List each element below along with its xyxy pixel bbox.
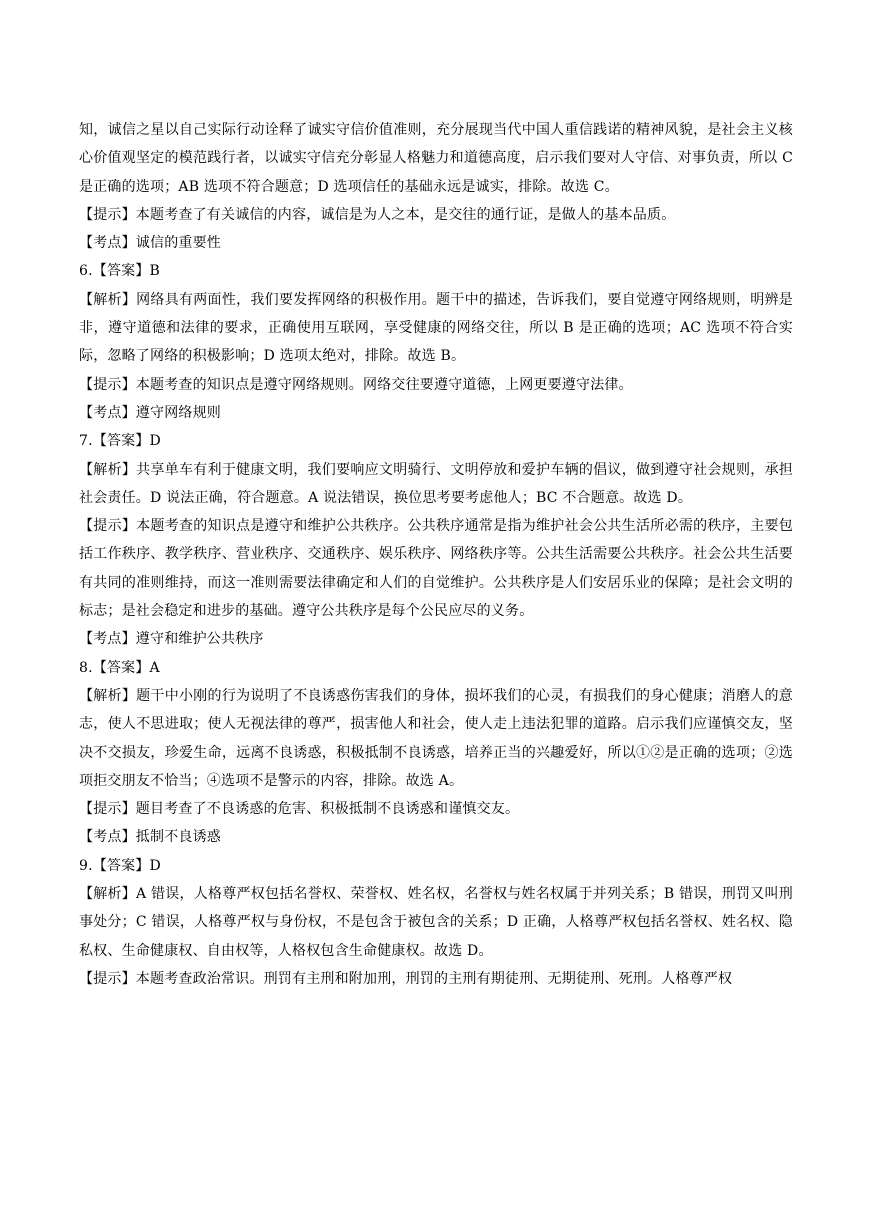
analysis-9: 【解析】A 错误，人格尊严权包括名誉权、荣誉权、姓名权，名誉权与姓名权属于并列关系；B 错误，刑罚又叫刑事处分；C 错误，人格尊严权与身份权，不是包含于被包含的关系；D 正确，人格尊严权包括名誉权、姓名权、隐私权、生命健康权、自由权等，人格权包含生命健康权。故选 D。 [79, 886, 793, 959]
answer-9: 9.【答案】D [79, 857, 161, 874]
key-point-6: 【考点】遵守网络规则 [79, 404, 221, 421]
hint-5: 【提示】本题考查了有关诚信的内容，诚信是为人之本，是交往的通行证，是做人的基本品质。 [79, 206, 676, 223]
key-point-7: 【考点】遵守和维护公共秩序 [79, 631, 264, 648]
analysis-8: 【解析】题干中小刚的行为说明了不良诱惑伤害我们的身体，损坏我们的心灵，有损我们的身心健康；消磨人的意志，使人不思进取；使人无视法律的尊严，损害他人和社会，使人走上违法犯罪的道路。启示我们应谨慎交友，坚决不交损友，珍爱生命，远离不良诱惑，积极抵制不良诱惑，培养正当的兴趣爱好，所以①②是正确的选项；②选项拒交朋友不恰当；④选项不是警示的内容，排除。故选 A。 [79, 687, 793, 789]
hint-6: 【提示】本题考查的知识点是遵守网络规则。网络交往要遵守道德，上网更要遵守法律。 [79, 376, 633, 393]
hint-8: 【提示】题目考查了不良诱惑的危害、积极抵制不良诱惑和谨慎交友。 [79, 801, 520, 818]
key-point-8: 【考点】抵制不良诱惑 [79, 829, 221, 846]
answer-7: 7.【答案】D [79, 433, 161, 450]
analysis-6: 【解析】网络具有两面性，我们要发挥网络的积极作用。题干中的描述，告诉我们，要自觉遵守网络规则，明辨是非，遵守道德和法律的要求，正确使用互联网，享受健康的网络交往，所以 B 是正确的选项；AC 选项不符合实际，忽略了网络的积极影响；D 选项太绝对，排除。故选 B。 [79, 291, 793, 365]
answer-6: 6.【答案】B [79, 263, 161, 280]
answer-8: 8.【答案】A [79, 659, 160, 676]
hint-7: 【提示】本题考查的知识点是遵守和维护公共秩序。公共秩序通常是指为维护社会公共生活所必需的秩序，主要包括工作秩序、教学秩序、营业秩序、交通秩序、娱乐秩序、网络秩序等。公共生活需要公共秩序。社会公共生活要有共同的准则维持，而这一准则需要法律确定和人们的自觉维护。公共秩序是人们安居乐业的保障；是社会文明的标志；是社会稳定和进步的基础。遵守公共秩序是每个公民应尽的义务。 [79, 518, 793, 620]
analysis-continuation: 知，诚信之星以自己实际行动诠释了诚实守信价值准则，充分展现当代中国人重信践诺的精神风貌，是社会主义核心价值观坚定的模范践行者，以诚实守信充分彰显人格魅力和道德高度，启示我们要对人守信、对事负责，所以 C 是正确的选项；AB 选项不符合题意；D 选项信任的基础永远是诚实，排除。故选 C。 [79, 122, 793, 195]
key-point-5: 【考点】诚信的重要性 [79, 235, 221, 252]
hint-9: 【提示】本题考查政治常识。刑罚有主刑和附加刑，刑罚的主刑有期徒刑、无期徒刑、死刑。人格尊严权 [79, 970, 733, 987]
document-page [79, 116, 793, 993]
analysis-7: 【解析】共享单车有利于健康文明，我们要响应文明骑行、文明停放和爱护车辆的倡议，做到遵守社会规则，承担社会责任。D 说法正确，符合题意。A 说法错误，换位思考要考虑他人；BC 不合题意。故选 D。 [79, 461, 793, 506]
